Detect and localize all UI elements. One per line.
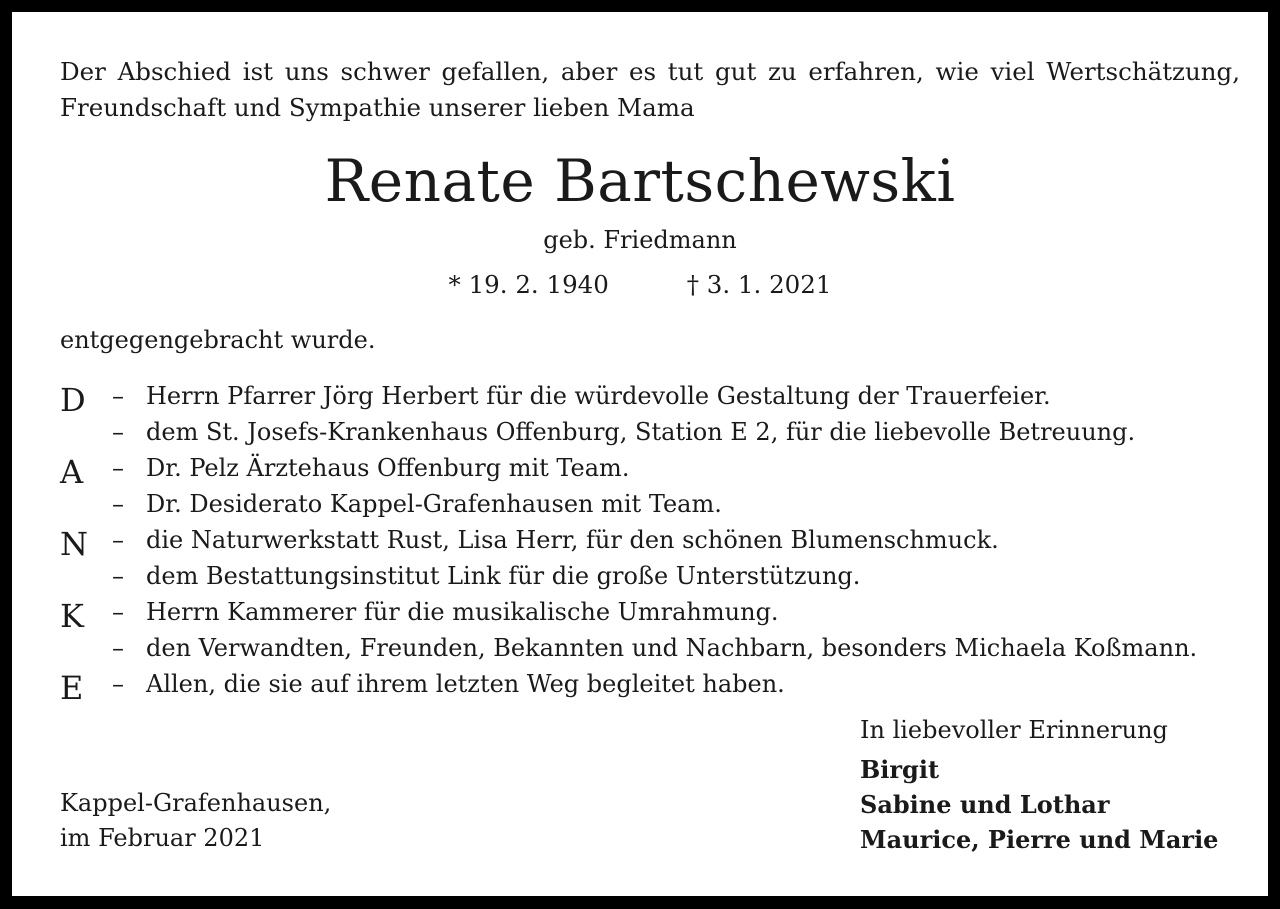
thanks-row — [60, 594, 1250, 635]
thanks-text: dem St. Josefs-Krankenhaus Offenburg, Station E 2, für die liebevolle Betreuung. — [146, 418, 1136, 446]
thanks-text: den Verwandten, Freunden, Bekannten und Nachbarn, besonders Michaela Koßmann. — [146, 634, 1198, 662]
dash: – — [112, 490, 124, 518]
intro-text — [60, 54, 1240, 126]
dash: – — [112, 598, 124, 626]
thanks-text: Dr. Desiderato Kappel-Grafenhausen mit Team. — [146, 490, 722, 518]
birth-name: geb. Friedmann — [543, 226, 737, 254]
obituary-card — [12, 12, 1268, 896]
danke-letter: K — [60, 597, 84, 635]
thanks-text: dem Bestattungsinstitut Link für die große Unterstützung. — [146, 562, 861, 590]
thanks-text: Herrn Pfarrer Jörg Herbert für die würdevolle Gestaltung der Trauerfeier. — [146, 382, 1051, 410]
signoff-text: In liebevoller Erinnerung — [860, 716, 1168, 744]
danke-letter: E — [60, 669, 84, 707]
dash: – — [112, 418, 124, 446]
signer-name: Birgit — [860, 755, 940, 784]
danke-letter: N — [60, 525, 88, 563]
thanks-list — [60, 378, 1250, 707]
signer-name: Maurice, Pierre und Marie — [860, 825, 1219, 854]
thanks-text: die Naturwerkstatt Rust, Lisa Herr, für den schönen Blumenschmuck. — [146, 526, 999, 554]
received-text: entgegengebracht wurde. — [60, 326, 376, 354]
thanks-text: Herrn Kammerer für die musikalische Umrahmung. — [146, 598, 779, 626]
thanks-row — [60, 666, 1250, 707]
date: im Februar 2021 — [60, 824, 265, 852]
place-and-date — [60, 786, 331, 856]
deceased-name: Renate Bartschewski — [324, 147, 956, 215]
thanks-text: Dr. Pelz Ärztehaus Offenburg mit Team. — [146, 454, 630, 482]
place: Kappel-Grafenhausen, — [60, 789, 332, 817]
danke-letter: D — [60, 381, 86, 419]
signers — [860, 752, 1218, 857]
life-dates — [12, 267, 1268, 303]
dash: – — [112, 454, 124, 482]
dash: – — [112, 526, 124, 554]
thanks-row — [60, 486, 1250, 522]
dash: – — [112, 634, 124, 662]
birth-date: * 19. 2. 1940 — [448, 270, 609, 299]
danke-letter: A — [60, 453, 84, 491]
intro-line-1: Der Abschied ist uns schwer gefallen, aber es tut gut zu erfahren, wie viel Wertschätzung, — [60, 57, 1240, 86]
thanks-row — [60, 450, 1250, 491]
death-date: † 3. 1. 2021 — [686, 270, 832, 299]
thanks-row — [60, 522, 1250, 563]
intro-line-2: Freundschaft und Sympathie unserer lieben Mama — [60, 93, 695, 122]
thanks-text: Allen, die sie auf ihrem letzten Weg begleitet haben. — [146, 670, 785, 698]
dash: – — [112, 670, 124, 698]
thanks-row — [60, 378, 1250, 419]
signer-name: Sabine und Lothar — [860, 790, 1110, 819]
thanks-row — [60, 558, 1250, 594]
dash: – — [112, 562, 124, 590]
thanks-row — [60, 630, 1250, 666]
thanks-row — [60, 414, 1250, 450]
dash: – — [112, 382, 124, 410]
